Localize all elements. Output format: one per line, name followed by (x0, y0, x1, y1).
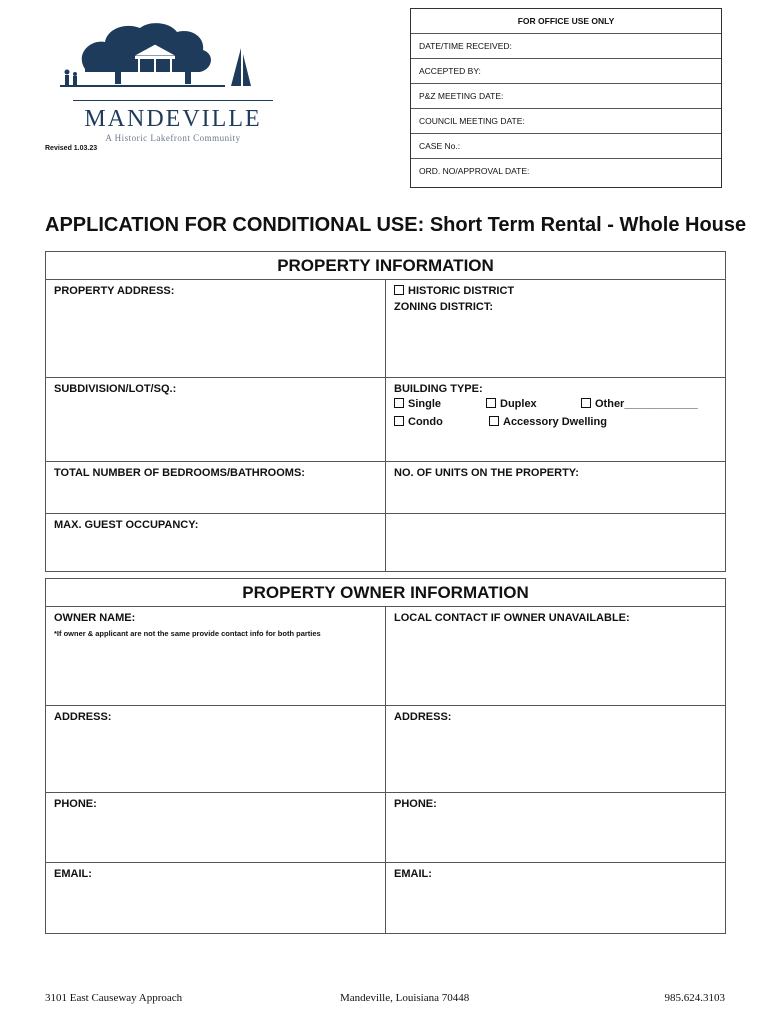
owner-email-label: EMAIL: (54, 868, 92, 880)
contact-address-field[interactable] (386, 706, 725, 792)
bedrooms-field[interactable] (46, 462, 386, 513)
footer-phone: 985.624.3103 (664, 992, 725, 1004)
occupancy-label: MAX. GUEST OCCUPANCY: (54, 519, 199, 531)
owner-address-field[interactable] (46, 706, 386, 792)
occupancy-field[interactable] (46, 514, 386, 571)
office-field-ord-approval[interactable]: ORD. NO/APPROVAL DATE: (419, 166, 530, 176)
subdivision-label: SUBDIVISION/LOT/SQ.: (54, 383, 177, 395)
owner-email-field[interactable] (46, 863, 386, 933)
building-type-duplex[interactable] (486, 398, 537, 410)
building-type-label: BUILDING TYPE: (394, 383, 483, 395)
logo-name: MANDEVILLE (84, 106, 262, 132)
footer-street: 3101 East Causeway Approach (45, 992, 183, 1004)
owner-information-section (45, 578, 726, 934)
units-field[interactable] (386, 462, 725, 513)
zoning-district-field[interactable] (394, 301, 725, 313)
building-type-other[interactable] (581, 398, 698, 410)
logo-rule (73, 100, 273, 101)
owner-note: *If owner & applicant are not the same provide contact info for both parties (54, 629, 321, 638)
office-field-date-received[interactable]: DATE/TIME RECEIVED: (411, 34, 721, 59)
revised-date: Revised 1.03.23 (45, 145, 98, 152)
condo-checkbox[interactable] (394, 416, 404, 426)
condo-label: Condo (408, 416, 443, 428)
units-label: NO. OF UNITS ON THE PROPERTY: (394, 467, 579, 479)
building-type-single[interactable] (394, 398, 441, 410)
duplex-label: Duplex (500, 398, 537, 410)
owner-row-email (46, 863, 725, 933)
contact-email-label: EMAIL: (394, 868, 432, 880)
contact-phone-field[interactable] (386, 793, 725, 862)
property-row-subdivision (46, 378, 725, 462)
contact-phone-label: PHONE: (394, 798, 437, 810)
owner-row-name (46, 607, 725, 706)
subdivision-field[interactable] (46, 378, 386, 461)
owner-row-address (46, 706, 725, 793)
property-information-section (45, 251, 726, 572)
office-field-accepted-by[interactable]: ACCEPTED BY: (411, 59, 721, 84)
single-checkbox[interactable] (394, 398, 404, 408)
local-contact-label: LOCAL CONTACT IF OWNER UNAVAILABLE: (394, 612, 630, 624)
contact-address-label: ADDRESS: (394, 711, 452, 723)
property-information-heading: PROPERTY INFORMATION (46, 252, 725, 280)
footer-city: Mandeville, Louisiana 70448 (340, 992, 470, 1004)
property-address-field[interactable] (46, 280, 386, 377)
single-label: Single (408, 398, 442, 410)
office-field-case-no[interactable]: CASE No.: (411, 134, 721, 159)
owner-name-label: OWNER NAME: (54, 612, 136, 624)
other-label: Other____________ (595, 398, 698, 410)
property-row-address (46, 280, 725, 378)
form-title: APPLICATION FOR CONDITIONAL USE: Short Term Rental - Whole House (45, 214, 747, 236)
office-use-header: FOR OFFICE USE ONLY (411, 9, 721, 34)
office-use-box (410, 8, 722, 188)
owner-phone-label: PHONE: (54, 798, 97, 810)
accessory-label: Accessory Dwelling (503, 416, 607, 428)
duplex-checkbox[interactable] (486, 398, 496, 408)
owner-phone-field[interactable] (46, 793, 386, 862)
bedrooms-label: TOTAL NUMBER OF BEDROOMS/BATHROOMS: (54, 467, 305, 479)
local-contact-field[interactable] (386, 607, 725, 705)
building-type-accessory[interactable] (489, 416, 607, 428)
zoning-district-label: ZONING DISTRICT: (394, 301, 493, 313)
owner-information-heading: PROPERTY OWNER INFORMATION (46, 579, 725, 607)
district-field (386, 280, 725, 377)
other-checkbox[interactable] (581, 398, 591, 408)
city-logo (45, 14, 270, 143)
property-row-bedrooms (46, 462, 725, 514)
office-field-council-meeting[interactable]: COUNCIL MEETING DATE: (411, 109, 721, 134)
owner-name-field[interactable] (46, 607, 386, 705)
owner-row-phone (46, 793, 725, 863)
historic-district-label: HISTORIC DISTRICT (408, 285, 515, 297)
building-type-condo[interactable] (394, 416, 443, 428)
occupancy-blank-cell (386, 514, 725, 571)
accessory-checkbox[interactable] (489, 416, 499, 426)
property-row-occupancy (46, 514, 725, 571)
property-address-label: PROPERTY ADDRESS: (54, 285, 175, 297)
gazebo-tree-illustration (45, 14, 270, 104)
building-type-field (386, 378, 725, 461)
building-type-options (394, 395, 725, 435)
owner-address-label: ADDRESS: (54, 711, 112, 723)
office-field-pz-meeting[interactable]: P&Z MEETING DATE: (411, 84, 721, 109)
contact-email-field[interactable] (386, 863, 725, 933)
logo-tagline: A Historic Lakefront Community (105, 133, 241, 143)
historic-district-checkbox[interactable] (394, 285, 404, 295)
